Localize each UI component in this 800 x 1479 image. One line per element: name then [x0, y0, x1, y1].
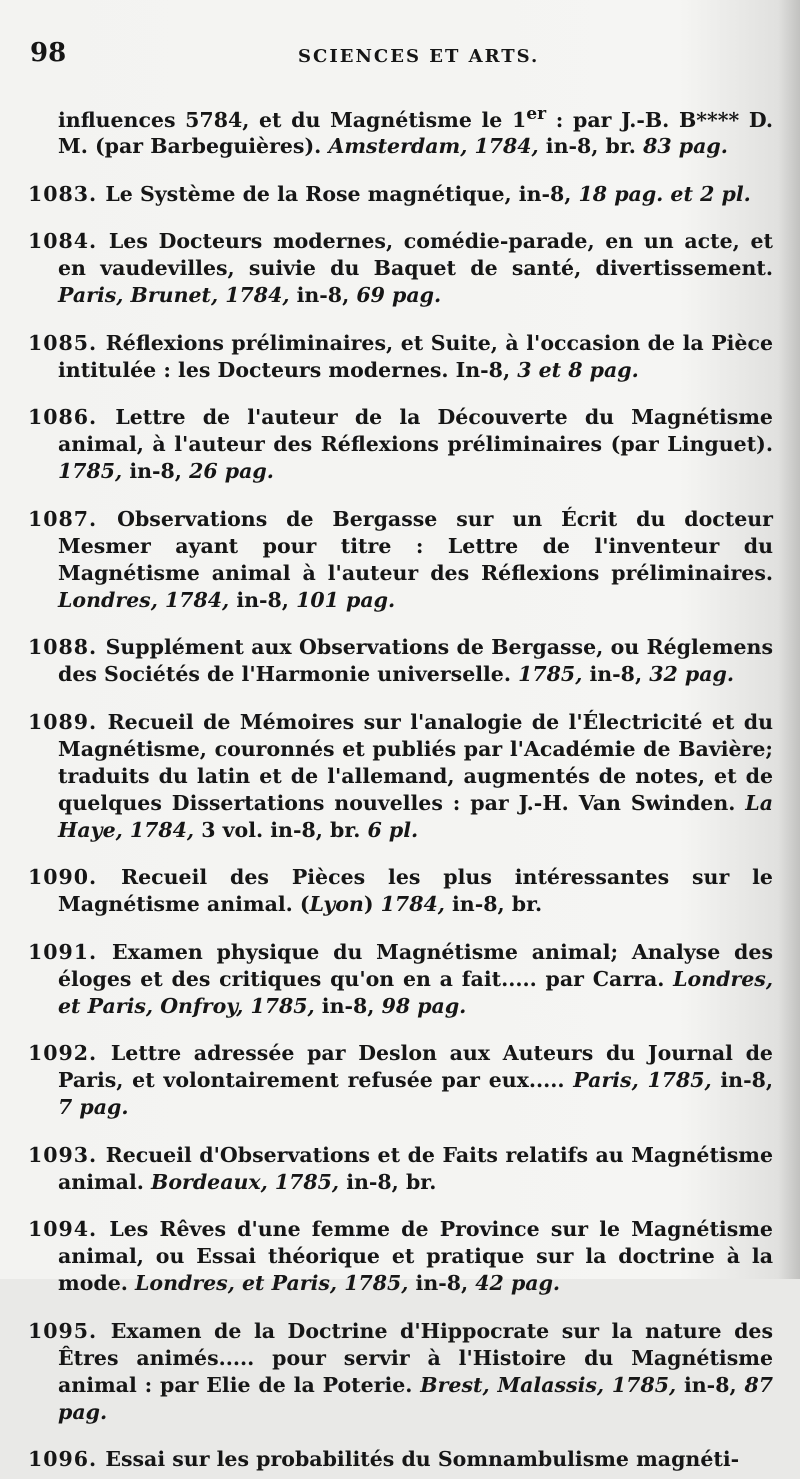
- entry-number: 1086.: [28, 405, 116, 430]
- entry-text: Le Système de la Rose magnétique, in-8,: [105, 181, 579, 206]
- entry-text: in-8, br.: [444, 892, 543, 917]
- entry-number: 1094.: [28, 1217, 110, 1242]
- entry-italic-text: 6 pl.: [367, 817, 419, 842]
- entry-number: 1096.: [28, 1447, 106, 1472]
- entry-text: in-8,: [676, 1372, 745, 1397]
- entry-text: Supplément aux Observations de Bergasse, ou Réglemens des Sociétés de l'Harmonie universelle.: [58, 635, 773, 687]
- entry-italic-text: Lyon: [309, 892, 364, 917]
- entry-italic-text: 101 pag.: [296, 587, 396, 612]
- entry-italic-text: 83 pag.: [643, 134, 728, 159]
- entry-text: 3 vol. in-8, br.: [194, 817, 368, 842]
- entry-italic-text: 3 et 8 pag.: [517, 357, 639, 382]
- bibliography-entry: [28, 1216, 773, 1297]
- entry-text: Examen de la Doctrine d'Hippocrate sur la nature des Êtres animés..... pour servir à l'Histoire du Magnétisme animal : par Elie de la Poterie.: [58, 1318, 773, 1397]
- entry-number: 1084.: [28, 229, 109, 254]
- bibliography-entry: [28, 1142, 773, 1196]
- entry-italic-text: Paris, 1785,: [573, 1068, 712, 1093]
- bibliography-entry: [28, 1040, 773, 1121]
- entry-italic-text: 42 pag.: [475, 1271, 561, 1296]
- page-number: 98: [30, 38, 67, 68]
- entry-text: in-8,: [122, 459, 190, 484]
- entry-italic-text: La Haye, 1784,: [58, 790, 773, 842]
- entry-text: Lettre adressée par Deslon aux Auteurs du Journal de Paris, et volontairement refusée par eux.....: [58, 1041, 773, 1093]
- entry-text: in-8,: [408, 1271, 476, 1296]
- entry-italic-text: Londres, et Paris, Onfroy, 1785,: [58, 966, 773, 1018]
- bibliography-entry: [28, 330, 773, 384]
- entry-number: 1093.: [28, 1142, 106, 1167]
- entry-number: 1089.: [28, 709, 108, 734]
- entry-italic-text: Bordeaux, 1785,: [151, 1169, 340, 1194]
- entry-italic-text: 7 pag.: [58, 1095, 129, 1120]
- entry-italic-text: 87 pag.: [58, 1372, 773, 1424]
- entry-text: Les Docteurs modernes, comédie-parade, en un acte, et en vaudevilles, suivie du Baquet de santé, divertissement.: [58, 229, 773, 281]
- entry-italic-text: 18 pag. et 2 pl.: [578, 181, 751, 206]
- entry-italic-text: 69 pag.: [356, 283, 442, 308]
- entry-italic-text: 32 pag.: [649, 662, 734, 687]
- bibliography-entry: [28, 1318, 773, 1426]
- entry-text: Observations de Bergasse sur un Écrit du docteur Mesmer ayant pour titre : Lettre de l'inventeur du Magnétisme animal à l'auteur des Réflexions préliminaires.: [58, 506, 773, 585]
- entry-text: influences 5784, et du Magnétisme le 1: [58, 107, 527, 132]
- entry-italic-text: 1785,: [58, 459, 123, 484]
- entry-number: 1085.: [28, 330, 106, 355]
- running-head: SCIENCES ET ARTS.: [298, 46, 540, 67]
- bibliography-entry: [28, 404, 773, 485]
- bibliography-entry: [28, 939, 773, 1020]
- entry-text: Examen physique du Magnétisme animal; Analyse des éloges et des critiques qu'on en a fait..... par Carra.: [58, 939, 773, 991]
- entry-number: 1083.: [28, 181, 106, 206]
- bibliography-entries: [28, 80, 773, 1479]
- entry-italic-text: 1785,: [518, 662, 583, 687]
- entry-italic-text: 26 pag.: [189, 459, 274, 484]
- entry-text: in-8,: [314, 993, 382, 1018]
- entry-text: : par J.-B. B**** D. M. (par Barbeguières).: [58, 107, 773, 159]
- entry-italic-text: Paris, Brunet, 1784,: [58, 283, 290, 308]
- entry-number: 1087.: [28, 506, 118, 531]
- entry-number: 1090.: [28, 865, 122, 890]
- entry-text: in-8, br.: [538, 134, 644, 159]
- entry-number: 1088.: [28, 635, 106, 660]
- bibliography-entry: [28, 709, 773, 844]
- entry-italic-text: Amsterdam, 1784,: [328, 134, 539, 159]
- entry-text: er: [526, 103, 547, 124]
- entry-italic-text: 1784,: [380, 892, 445, 917]
- entry-italic-text: 98 pag.: [381, 993, 467, 1018]
- entry-text: Recueil d'Observations et de Faits relatifs au Magnétisme animal.: [58, 1142, 773, 1194]
- bibliography-entry: [28, 181, 773, 208]
- bibliography-entry: [28, 228, 773, 309]
- entry-text: in-8,: [582, 662, 650, 687]
- bibliography-entry: [28, 634, 773, 688]
- entry-text: in-8,: [229, 587, 297, 612]
- entry-text: Essai sur les probabilités du Somnambulisme magnéti-: [105, 1447, 740, 1472]
- entry-italic-text: Londres, 1784,: [58, 587, 230, 612]
- entry-number: 1091.: [28, 939, 112, 964]
- entry-text: in-8,: [711, 1068, 773, 1093]
- entry-number: 1092.: [28, 1041, 111, 1066]
- entry-text: Réflexions préliminaires, et Suite, à l'occasion de la Pièce intitulée : les Docteurs modernes. In-8,: [58, 330, 773, 382]
- entry-text: Lettre de l'auteur de la Découverte du Magnétisme animal, à l'auteur des Réflexions préliminaires (par Linguet).: [58, 405, 773, 457]
- entry-text: Recueil des Pièces les plus intéressantes sur le Magnétisme animal. (: [58, 865, 773, 917]
- entry-italic-text: Londres, et Paris, 1785,: [135, 1271, 409, 1296]
- bibliography-entry: [28, 506, 773, 614]
- entry-number: 1095.: [28, 1318, 111, 1343]
- bibliography-entry: [28, 101, 773, 161]
- entry-text: Les Rêves d'une femme de Province sur le Magnétisme animal, ou Essai théorique et pratique sur la doctrine à la mode.: [58, 1217, 773, 1296]
- page-header: [30, 38, 760, 78]
- entry-text: in-8, br.: [339, 1169, 437, 1194]
- entry-text: Recueil de Mémoires sur l'analogie de l'Électricité et du Magnétisme, couronnés et publiés par l'Académie de Bavière; traduits du latin et de l'allemand, augmentés de notes, et de quelques Dissertations nouvelles : par J.-H. Van Swinden.: [58, 709, 773, 815]
- entry-italic-text: Brest, Malassis, 1785,: [420, 1372, 677, 1397]
- entry-text: ): [363, 892, 381, 917]
- bibliography-entry: [28, 1446, 773, 1473]
- bibliography-entry: [28, 864, 773, 918]
- entry-text: in-8,: [289, 283, 357, 308]
